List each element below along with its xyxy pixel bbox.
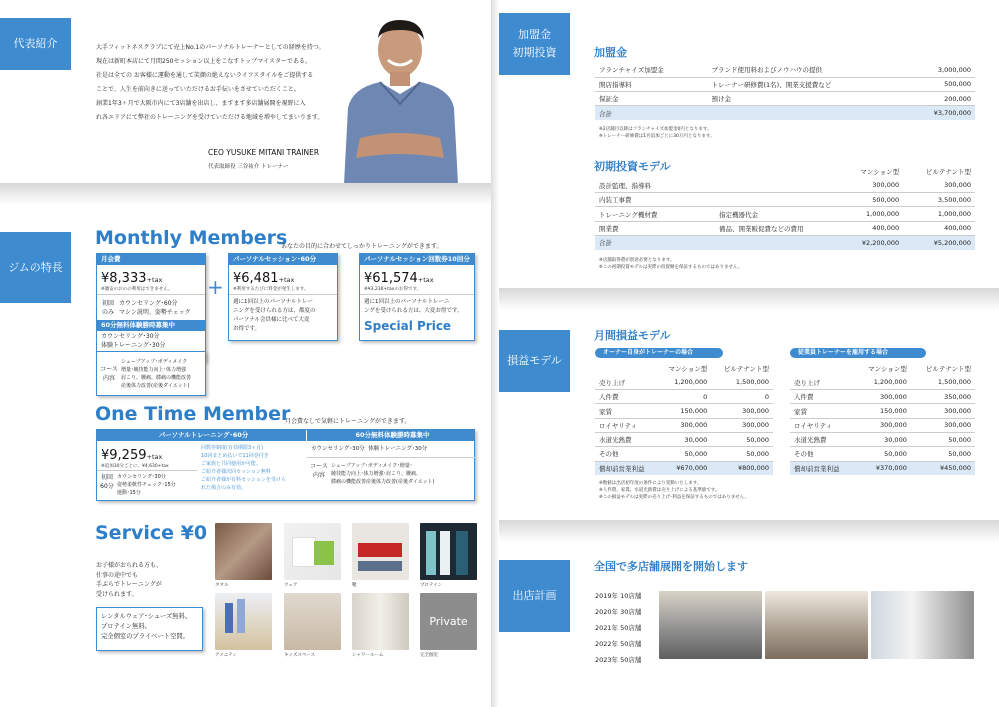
protein-photo (420, 523, 477, 580)
s1-price: ¥6,481 (233, 271, 279, 286)
course-label: コース 内容 (310, 463, 328, 479)
tax-label: +tax (146, 276, 163, 284)
tax-label: +tax (417, 276, 434, 284)
card-head: パーソナルセッション･60分 (229, 254, 337, 265)
tab-fee: 加盟金 初期投資 (499, 13, 570, 75)
trial-text: カウンセリング･30分 体験トレーニング･30分 (101, 333, 166, 349)
table-row: 開業費 備品、開業販促費などの費用 400,000 400,000 (595, 221, 975, 235)
table-row: その他 50,000 50,000 (595, 447, 773, 461)
private-photo: Private (420, 593, 477, 650)
monthly-subtitle: あなたの目的に合わせてしっかりトレーニングができます。 (281, 243, 443, 250)
plan-row: 2021年 50店舗 (595, 624, 642, 632)
first-text: カウンセリング･30分 姿勢柔軟性チェック･15分 運動･15分 (117, 474, 176, 496)
note: ※この損益モデルは実際の売り上げ･利益を保証するものではありません。 (599, 495, 750, 500)
bio-line: れ各エリアにて弊社のトレーニングを受けていただける地域を増やしてまいります。 (96, 114, 324, 121)
gym-photo (765, 591, 868, 659)
plus-icon: + (207, 275, 224, 299)
onetime-subtitle: 月会費なしで気軽にトレーニングができます。 (285, 418, 411, 425)
course-text: シェープアップ･ボディメイク･増量･ 競技能力向上･体力増強･肩こり、腰痛、 膝痛の機能改善産後体力改善(産後ダイエット) (331, 463, 435, 485)
bio-line: 現在は新町本店にて月間250セッション以上をこなすトップマイスターである。 (96, 58, 311, 65)
plan-section (499, 542, 999, 707)
monthly-course-card (96, 351, 206, 396)
plan-row: 2020年 30店舗 (595, 608, 642, 616)
course-label: コース 内容 (100, 365, 118, 382)
wear-photo (284, 523, 341, 580)
s2-note: ※¥3,236+taxのお得です。 (364, 287, 422, 292)
initial-title: 初期投資モデル (594, 160, 671, 173)
center-gutter (491, 0, 499, 707)
fee-table (595, 63, 975, 120)
s2-price-block (360, 265, 474, 294)
plan-row: 2022年 50店舗 (595, 640, 642, 648)
fee-price-block (97, 265, 205, 294)
s1-price-block (229, 265, 337, 294)
s1-text: 週に1回以上のパーソナルトレー ニングを受けられる方は、都度の パーソナル会員様に比べて大変 お得です。 (229, 294, 337, 337)
features-section (0, 205, 491, 707)
onetime-card (96, 429, 475, 501)
table-row: 水道光熱費 30,000 50,000 (790, 432, 975, 446)
pl-title: 月間損益モデル (594, 329, 671, 342)
amenity-photo (215, 593, 272, 650)
ticket-card (359, 253, 475, 341)
owner-table (595, 361, 773, 475)
total-row: 合計 ¥3,700,000 (595, 106, 975, 120)
monthly-fee-card (96, 253, 206, 362)
table-row: 水道光熱費 30,000 50,000 (595, 432, 773, 446)
session-card (228, 253, 338, 341)
table-row: 家賃 150,000 300,000 (595, 404, 773, 418)
staff-table (790, 361, 975, 475)
table-row: 開店指導料 トレーナー研修費(1名)、開業支援費など 500,000 (595, 77, 975, 91)
ceo-section (0, 0, 491, 183)
table-row: ロイヤリティ 300,000 300,000 (595, 418, 773, 432)
head-left: パーソナルトレーニング･60分 (97, 430, 307, 441)
note: ※店舗取得費が別途必要となります。 (599, 258, 675, 263)
table-row: 内装工事費 500,000 3,500,000 (595, 193, 975, 207)
plan-list (595, 588, 641, 668)
note: ※数値は出店初年度の条件により変動いたします。 (599, 481, 702, 486)
ticket-info: 回数券制度(有効期限3ヶ月) 10回まとめ払いで11回巻付き ご家族と共同使用が可能。 ご紹介者様次回セッション無料 ご紹介者様が有料セッションを受けら れた場合のみ有効。 (201, 445, 286, 491)
total-row: 償却前営業利益 ¥370,000 ¥450,000 (790, 461, 975, 475)
onetime-price-block (101, 444, 169, 469)
caption: アメニティ (215, 653, 237, 658)
fee-note: ※激安のおのの利用はできません。 (101, 287, 173, 292)
note: ※この初期投資モデルは実際の投資額を保証するものではありません。 (599, 265, 743, 270)
first-text: カウンセリング･60分 マシン説明、姿勢チェック (119, 299, 191, 316)
tax-label: +tax (278, 276, 295, 284)
tab-pl: 損益モデル (499, 330, 570, 392)
onetime-heads (97, 430, 474, 441)
caption: 靴 (352, 583, 357, 588)
service-desc: お子様がおられる方も、 仕事の途中でも 手ぶらでトレーニングが 受けられます。 (96, 562, 163, 598)
monthly-title: Monthly Members (95, 227, 288, 249)
shoes-photo (352, 523, 409, 580)
fee-notes (599, 126, 715, 140)
table-row: トレーニング機材費 指定機器代金 1,000,000 1,000,000 (595, 207, 975, 221)
table-row: 家賃 150,000 300,000 (790, 404, 975, 418)
divider (499, 520, 999, 542)
head-right: 60分無料体験勝時募集中 (307, 430, 474, 441)
caption: ウェア (284, 583, 298, 588)
fee-price: ¥8,333 (101, 271, 147, 286)
course-text: シェープアップ･ボディメイク 増量･競技能力向上･体力増強 肩こり、腰痛、膝痛の機能改善 産後体力改善(産後ダイエット) (121, 358, 192, 389)
gym-photo (871, 591, 974, 659)
table-row: 設計監理、指導料 300,000 300,000 (595, 178, 975, 192)
plan-title: 全国で多店舗展開を開始します (594, 560, 748, 573)
note: ※人件費、家賃、水道光熱費は売り上げによる基準値です。 (599, 488, 720, 493)
tab-features: ジムの特長 (0, 232, 71, 303)
tax-label: +tax (146, 453, 163, 461)
card-head: 月会費 (97, 254, 205, 265)
caption: 完全個室 (420, 653, 438, 658)
fee-title: 加盟金 (594, 46, 627, 59)
shower-photo (352, 593, 409, 650)
service-title: Service ¥0 (95, 522, 208, 544)
bio-line: 社是は全ての お客様に運動を通して笑顔の絶えないライフスタイルをご提供する (96, 72, 314, 79)
caption: タオル (215, 583, 229, 588)
pl-notes (599, 480, 749, 501)
initial-notes (599, 257, 742, 271)
service-box: レンタルウェア･シューズ無料。 プロテイン無料。 完全個室のプライベート空間。 (96, 607, 203, 651)
gym-photo (659, 591, 762, 659)
table-row: その他 50,000 50,000 (790, 447, 975, 461)
ceo-title: 代表取締役 三谷祐介 トレーナー (208, 164, 289, 170)
special-price: Special Price (364, 319, 452, 333)
owner-pill: オーナー自身がトレーナーの場合 (595, 348, 723, 358)
table-row: 人件費 0 0 (595, 390, 773, 404)
s1-note: ※利用するたびに料金が発生します。 (233, 287, 309, 292)
card-head: パーソナルセッション回数券10回分 (360, 254, 474, 265)
bio-line: 大手フィットネスクラブにて売上No.1のパーソナルトレーナーとしての経歴を持つ。 (96, 44, 325, 51)
plan-row: 2023年 50店舗 (595, 656, 642, 664)
table-header: マンション型 ビルテナント型 (868, 364, 971, 373)
caption: キッズスペース (284, 653, 316, 658)
first-label: 初回 60分 (100, 474, 114, 490)
pl-section (499, 310, 999, 520)
fee-section (499, 0, 999, 288)
onetime-course-row (307, 457, 476, 486)
note: ※2店舗目以降はフランチャイズ加盟金0円となります。 (599, 127, 712, 132)
trial-head: 60分無料体験勝時募集中 (97, 320, 205, 331)
onetime-first-row (97, 470, 197, 497)
plan-row: 2019年 10店舗 (595, 592, 642, 600)
table-header: マンション型 ビルテナント型 (860, 167, 971, 176)
table-row: 保証金 預け金 200,000 (595, 92, 975, 106)
caption: プロテイン (420, 583, 443, 588)
initial-table (595, 164, 975, 250)
table-header: マンション型 ビルテナント型 (668, 364, 769, 373)
divider (0, 183, 491, 205)
towel-photo (215, 523, 272, 580)
s2-price: ¥61,574 (364, 271, 418, 286)
bio-line: ことで、人生を前向きに送っていただけるお手伝いをさせていただくこと。 (96, 86, 300, 93)
total-row: 合計 ¥2,200,000 ¥5,200,000 (595, 235, 975, 249)
table-row: 人件費 300,000 350,000 (790, 390, 975, 404)
trial-info: カウンセリング･30分 体験トレーニング･30分 (311, 446, 428, 452)
bio-line: 創業1年3ヶ月で大阪市内にて3店舗を出店し、ますます多店舗展開を視野に入 (96, 100, 306, 107)
note: ※トレーナー研修費は1名追加ごとに30万円となります。 (599, 134, 715, 139)
kids-photo (284, 593, 341, 650)
ceo-portrait (340, 8, 462, 183)
onetime-price: ¥9,259 (101, 448, 147, 463)
first-row (97, 294, 205, 320)
table-row: 売り上げ 1,200,000 1,500,000 (595, 375, 773, 389)
first-label: 初回 のみ (101, 299, 114, 316)
total-row: 償却前営業利益 ¥670,000 ¥800,000 (595, 461, 773, 475)
table-row: ロイヤリティ 300,000 300,000 (790, 418, 975, 432)
caption: シャワールーム (352, 653, 384, 658)
s2-text: 週に1回以上のパーソナルトレーニ ングを受けられる方は、大変お得です。 (360, 294, 474, 319)
ceo-bio (96, 41, 346, 125)
tab-plan: 出店計画 (499, 560, 570, 632)
table-row: フランチャイズ加盟金 ブランド使用料およびノウハウの提供 3,000,000 (595, 63, 975, 77)
onetime-title: One Time Member (95, 403, 291, 425)
staff-pill: 従業員トレーナーを雇用する場合 (790, 348, 926, 358)
tab-ceo: 代表紹介 (0, 18, 71, 70)
onetime-price-note: ※追加30分ごとに、¥4,630+tax (101, 464, 169, 469)
ceo-name: CEO YUSUKE MITANI TRAINER (208, 148, 320, 157)
table-row: 売り上げ 1,200,000 1,500,000 (790, 375, 975, 389)
divider (499, 288, 999, 310)
